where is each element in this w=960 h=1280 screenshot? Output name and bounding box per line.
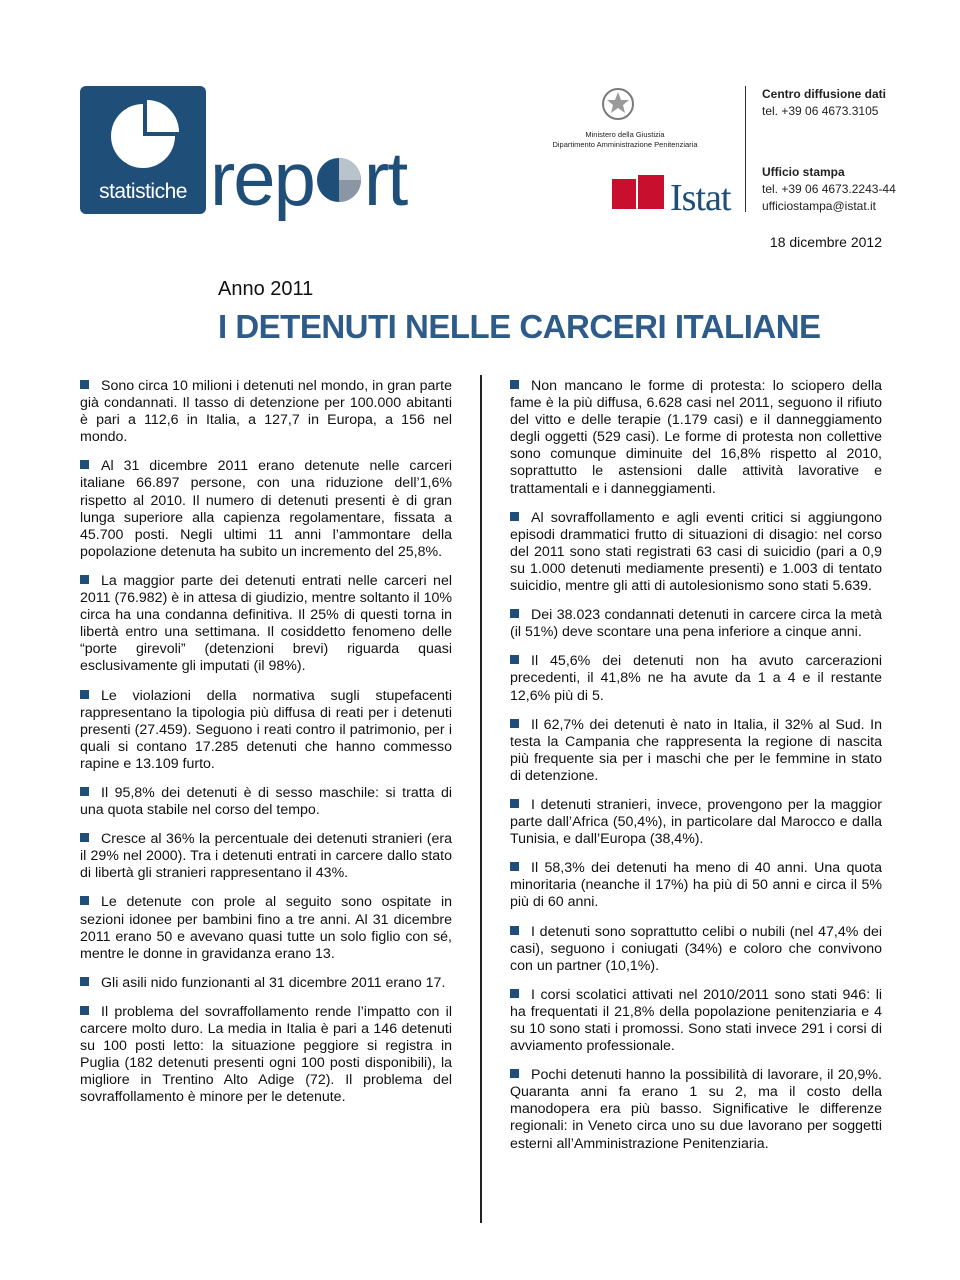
paragraph	[80, 831, 452, 882]
report-header	[0, 0, 960, 260]
square-bullet-icon	[80, 380, 89, 389]
paragraph-text: Al 31 dicembre 2011 erano detenute nelle carceri italiane 66.897 persone, con una riduzione dell’1,6% rispetto al 2010. Il numero di detenuti presenti è di gran lunga superiore alla capienza regolamentare, fissata a 45.700 posti. Negli ultimi 11 anni l’ammontare della popolazione detenuta ha subito un incremento del 25,8%.	[80, 458, 452, 560]
paragraph	[80, 975, 452, 992]
contact-2-title: Ufficio stampa	[762, 165, 845, 179]
page-title: I DETENUTI NELLE CARCERI ITALIANE	[218, 308, 821, 345]
contact-centro-diffusione	[762, 86, 886, 120]
paragraph	[80, 894, 452, 962]
paragraph	[510, 607, 882, 641]
square-bullet-icon	[510, 512, 519, 521]
paragraph	[80, 458, 452, 561]
report-pie-icon	[314, 155, 364, 205]
paragraph	[80, 1004, 452, 1107]
logo-word-rep: rep	[210, 137, 314, 222]
column-divider	[480, 375, 482, 1223]
paragraph-text: Pochi detenuti hanno la possibilità di lavorare, il 20,9%. Quaranta anni fa erano 1 su 2, ma il costo della manodopera era più basso. Significative le differenze regionali: in Veneto circa uno su due lavorano per soggetti esterni all’Amministrazione Penitenziaria.	[510, 1067, 882, 1152]
square-bullet-icon	[80, 575, 89, 584]
paragraph	[80, 378, 452, 446]
square-bullet-icon	[80, 977, 89, 986]
paragraph-text: Il 58,3% dei detenuti ha meno di 40 anni. Una quota minoritaria (neanche il 17%) ha più di 50 anni e circa il 5% più di 60 anni.	[510, 860, 882, 911]
paragraph	[510, 717, 882, 785]
ministry-line-1: Ministero della Giustizia	[585, 130, 665, 139]
istat-wordmark: Istat	[670, 177, 731, 219]
paragraph-text: I corsi scolatici attivati nel 2010/2011 sono stati 946: li ha frequentati il 21,8% della popolazione penitenziaria e 4 su 10 sono stati i promossi. Sono stati invece 291 i corsi di avviamento professionale.	[510, 986, 882, 1055]
square-bullet-icon	[80, 896, 89, 905]
paragraph	[80, 573, 452, 676]
paragraph-text: Il problema del sovraffollamento rende l’impatto con il carcere molto duro. La media in Italia è pari a 146 detenuti su 100 posti letto: la situazione peggiore si registra in Puglia (182 detenuti presenti ogni 100 posti disponibili), la migliore in Trentino Alto Adige (72). Il problema del sovraffollamento è minore per le detenute.	[80, 1003, 452, 1106]
republic-emblem-icon	[601, 84, 635, 124]
paragraph	[510, 924, 882, 975]
square-bullet-icon	[510, 926, 519, 935]
left-column	[80, 378, 452, 1118]
contact-1-phone: tel. +39 06 4673.3105	[762, 104, 879, 118]
square-bullet-icon	[510, 609, 519, 618]
square-bullet-icon	[510, 655, 519, 664]
square-bullet-icon	[510, 380, 519, 389]
paragraph-text: La maggior parte dei detenuti entrati nelle carceri nel 2011 (76.982) è in attesa di giudizio, mentre soltanto il 10% circa ha una condanna definitiva. Il 25% di questi torna in libertà entro una settimana. Il cosiddetto fenomeno delle “porte girevoli” (detenzioni brevi) riguarda quasi esclusivamente gli imputati (il 98%).	[80, 572, 452, 675]
year-label: Anno 2011	[218, 278, 314, 300]
paragraph-text: Le detenute con prole al seguito sono ospitate in sezioni idonee per bambini fino a tre anni. Al 31 dicembre 2011 erano 50 e avevano quasi tutte un solo figlio con sé, mentre le donne in gravidanza erano 13.	[80, 894, 452, 962]
square-bullet-icon	[510, 719, 519, 728]
paragraph-text: I detenuti sono soprattutto celibi o nubili (nel 47,4% dei casi), seguono i coniugati (34%) e coloro che convivono con un partner (10,1%).	[510, 923, 882, 974]
square-bullet-icon	[80, 460, 89, 469]
paragraph-text: Non mancano le forme di protesta: lo sciopero della fame è la più diffusa, 6.628 casi nel 2011, seguono il rifiuto del vitto e delle terapie (1.179 casi) e il danneggiamento degli oggetti (529 casi). Le forme di protesta non collettive sono comunque diminuite del 16,8% rispetto al 2010, soprattutto le astensioni dalle attività lavorative e trattamentali e i danneggiamenti.	[510, 378, 882, 497]
square-bullet-icon	[80, 787, 89, 796]
paragraph-text: Le violazioni della normativa sugli stupefacenti rappresentano la tipologia più diffusa di reati per i detenuti presenti (27.459). Seguono i reati contro il patrimonio, per i quali si contano 17.285 detenuti che hanno commesso rapine e 13.109 furto.	[80, 687, 452, 772]
paragraph	[510, 860, 882, 911]
paragraph	[510, 378, 882, 498]
logo-word-report	[210, 137, 407, 222]
statistiche-logo	[80, 86, 206, 214]
paragraph-text: Gli asili nido funzionanti al 31 dicembre 2011 erano 17.	[101, 974, 446, 991]
square-bullet-icon	[80, 690, 89, 699]
paragraph	[510, 987, 882, 1055]
square-bullet-icon	[510, 1069, 519, 1078]
paragraph-text: Dei 38.023 condannati detenuti in carcere circa la metà (il 51%) deve scontare una pena inferiore a cinque anni.	[510, 607, 882, 641]
contact-2-phone: tel. +39 06 4673.2243-44	[762, 182, 896, 196]
contact-2-email[interactable]: ufficiostampa@istat.it	[762, 199, 877, 213]
paragraph	[510, 510, 882, 595]
square-bullet-icon	[510, 862, 519, 871]
ministry-line-2: Dipartimento Amministrazione Penitenziaria	[552, 140, 698, 149]
paragraph	[80, 688, 452, 773]
paragraph-text: Il 62,7% dei detenuti è nato in Italia, il 32% al Sud. In testa la Campania che rappresenta la regione di nascita più frequente sia per i maschi che per le femmine in stato di detenzione.	[510, 716, 882, 784]
square-bullet-icon	[510, 799, 519, 808]
paragraph-text: I detenuti stranieri, invece, provengono per la maggior parte dall’Africa (50,4%), in particolare dal Marocco e dalla Tunisia, e dall’Europa (38,4%).	[510, 796, 882, 848]
paragraph-text: Sono circa 10 milioni i detenuti nel mondo, in gran parte già condannati. Il tasso di detenzione per 100.000 abitanti è pari a 112,6 in Italia, a 127,7 in Europa, a 156 nel mondo.	[80, 378, 452, 446]
logo-word-rt: rt	[363, 137, 407, 222]
paragraph-text: Al sovraffollamento e agli eventi critici si aggiungono episodi drammatici frutto di situazioni di disagio: nel corso del 2011 sono stati registrati 63 casi di suicidio (pari a 0,9 su 1.000 detenuti mediamente presenti) e 1.003 di tentato suicidio, mentre gli atti di autolesionismo sono stati 5.639.	[510, 509, 882, 595]
paragraph-text: Cresce al 36% la percentuale dei detenuti stranieri (era il 29% nel 2000). Tra i detenuti entrati in carcere dallo stato di libertà gli stranieri rappresentano il 43%.	[80, 831, 452, 882]
square-bullet-icon	[80, 833, 89, 842]
ministry-text	[520, 130, 730, 150]
paragraph	[510, 653, 882, 704]
publication-date: 18 dicembre 2012	[769, 234, 882, 250]
paragraph-text: Il 45,6% dei detenuti non ha avuto carcerazioni precedenti, il 41,8% ne ha avute da 1 a 4 e il restante 12,6% più di 5.	[510, 653, 882, 704]
square-bullet-icon	[510, 989, 519, 998]
paragraph	[510, 797, 882, 848]
contact-1-title: Centro diffusione dati	[762, 87, 886, 101]
logo-word-statistiche: statistiche	[99, 180, 187, 203]
right-column	[510, 378, 882, 1165]
paragraph-text: Il 95,8% dei detenuti è di sesso maschile: si tratta di una quota stabile nel corso del tempo.	[80, 784, 452, 819]
header-divider	[745, 86, 746, 212]
paragraph	[80, 785, 452, 819]
paragraph	[510, 1067, 882, 1152]
istat-flag-icon	[612, 175, 666, 211]
square-bullet-icon	[80, 1006, 89, 1015]
contact-ufficio-stampa	[762, 164, 896, 215]
